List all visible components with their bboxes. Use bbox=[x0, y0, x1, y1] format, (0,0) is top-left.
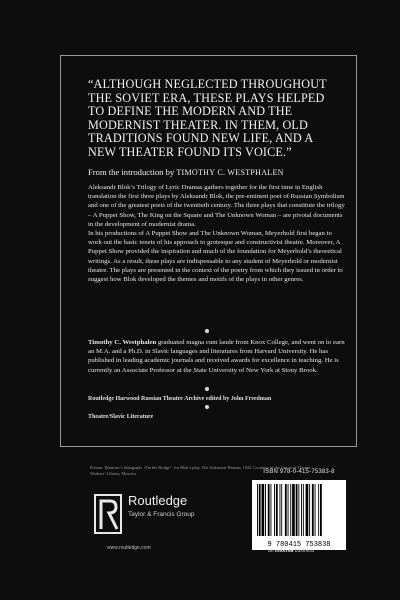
barcode-bar bbox=[290, 484, 291, 536]
barcode-bar bbox=[265, 484, 266, 536]
bullet-divider bbox=[205, 387, 209, 391]
attribution-name: TIMOTHY C. WESTPHALEN bbox=[176, 168, 284, 177]
informa-prefix: an bbox=[268, 548, 274, 554]
barcode-bar bbox=[285, 484, 287, 536]
barcode-bar bbox=[257, 484, 258, 536]
bullet-divider bbox=[205, 405, 209, 409]
barcode-bar bbox=[281, 484, 282, 536]
series-line: Routledge Harwood Russian Theatre Archive edited by John Freedman bbox=[88, 396, 272, 402]
bullet-divider bbox=[205, 329, 209, 333]
author-bio-text: graduated magna cum laude from Knox College, and went on to earn an M.A. and a Ph.D. in Slavic languages and literatures from Harvard University. He has published in leading academic journals and received awards for excellence in teaching. He is currently an Associate Professor at the State University of New York at Stony Brook. bbox=[88, 339, 345, 374]
barcode-bar bbox=[288, 484, 289, 536]
barcode-bar bbox=[315, 484, 316, 536]
author-bio bbox=[88, 338, 346, 375]
barcode-bar bbox=[259, 484, 261, 536]
barcode-bar bbox=[312, 484, 314, 536]
barcode-bar bbox=[298, 484, 299, 536]
attribution-prefix: From the introduction by bbox=[88, 167, 175, 177]
book-description bbox=[88, 183, 346, 284]
barcode-bar bbox=[320, 484, 322, 536]
publisher-url: www.routledge.com bbox=[107, 545, 151, 551]
picture-credit: Picture: Dmitriev’s lithograph, “On the Bridge”, for Blok’s play, The Unknown Woman, 1922. Courtesy of the Union of Theater Workers’ Library, Moscow bbox=[90, 465, 311, 476]
publisher-name: Routledge bbox=[128, 493, 188, 508]
pull-quote: “ALTHOUGH NEGLECTED THROUGHOUT THE SOVIET ERA, THESE PLAYS HELPED TO DEFINE THE MODERN AND THE MODERNIST THEATER. IN THEM, OLD TRADITIONS FOUND NEW LIFE, AND A NEW THEATER FOUND ITS VOICE.” bbox=[88, 77, 327, 159]
barcode-bar bbox=[262, 484, 265, 536]
author-name: Timothy C. Westphalen bbox=[88, 339, 157, 346]
publisher-subtitle: Taylor & Francis Group bbox=[128, 511, 195, 518]
barcode-bar bbox=[309, 484, 310, 536]
informa-suffix: business bbox=[294, 548, 315, 554]
barcode-bar bbox=[292, 484, 295, 536]
barcode-bar bbox=[280, 484, 281, 536]
informa-business-tag bbox=[268, 548, 314, 554]
description-paragraph: In his productions of A Puppet Show and The Unknown Woman, Meyerhold first began to work out the basic tenets of his approach to grotesque and constructivist theatre. Moreover, A Puppet Show provided the inspiration and much of the foundation for Meyerhold’s theoretical writings. As a result, these plays are indispensable to any student of Meyerhold or modernist theatre. The plays are presented in the context of the poetry from which they issued in order to suggest how Blok developed the themes and motifs of the plays in other genres. bbox=[88, 230, 343, 284]
barcode-bar bbox=[268, 484, 270, 536]
barcode-digits: 9 780415 753838 bbox=[267, 541, 331, 549]
barcode-bar bbox=[318, 484, 319, 536]
barcode-bar bbox=[274, 484, 275, 536]
description-paragraph: Aleksandr Blok’s Trilogy of Lyric Dramas gathers together for the first time in English translation the first three plays by Aleksandr Blok, the pre-eminent poet of Russian Symbolism and one of the greatest poets of the twentieth century. The three plays that constitute the trilogy – A Puppet Show, The King on the Square and The Unknown Woman – are pivotal documents in the development of modernist drama. bbox=[88, 184, 345, 228]
quote-attribution bbox=[88, 167, 343, 178]
barcode-bar bbox=[296, 484, 298, 536]
barcode-bar bbox=[276, 484, 278, 536]
isbn-barcode bbox=[252, 480, 346, 550]
subject-category: Theatre/Slavic Literature bbox=[88, 414, 154, 420]
barcode-bar bbox=[271, 484, 272, 536]
isbn-label: ISBN 978-0-415-75383-8 bbox=[263, 469, 335, 475]
barcode-bar bbox=[301, 484, 302, 536]
barcode-bar bbox=[303, 484, 304, 536]
barcode-bar bbox=[306, 484, 309, 536]
routledge-logo-icon bbox=[93, 493, 123, 537]
barcode-icon bbox=[252, 480, 346, 550]
informa-brand: informa bbox=[274, 548, 294, 554]
